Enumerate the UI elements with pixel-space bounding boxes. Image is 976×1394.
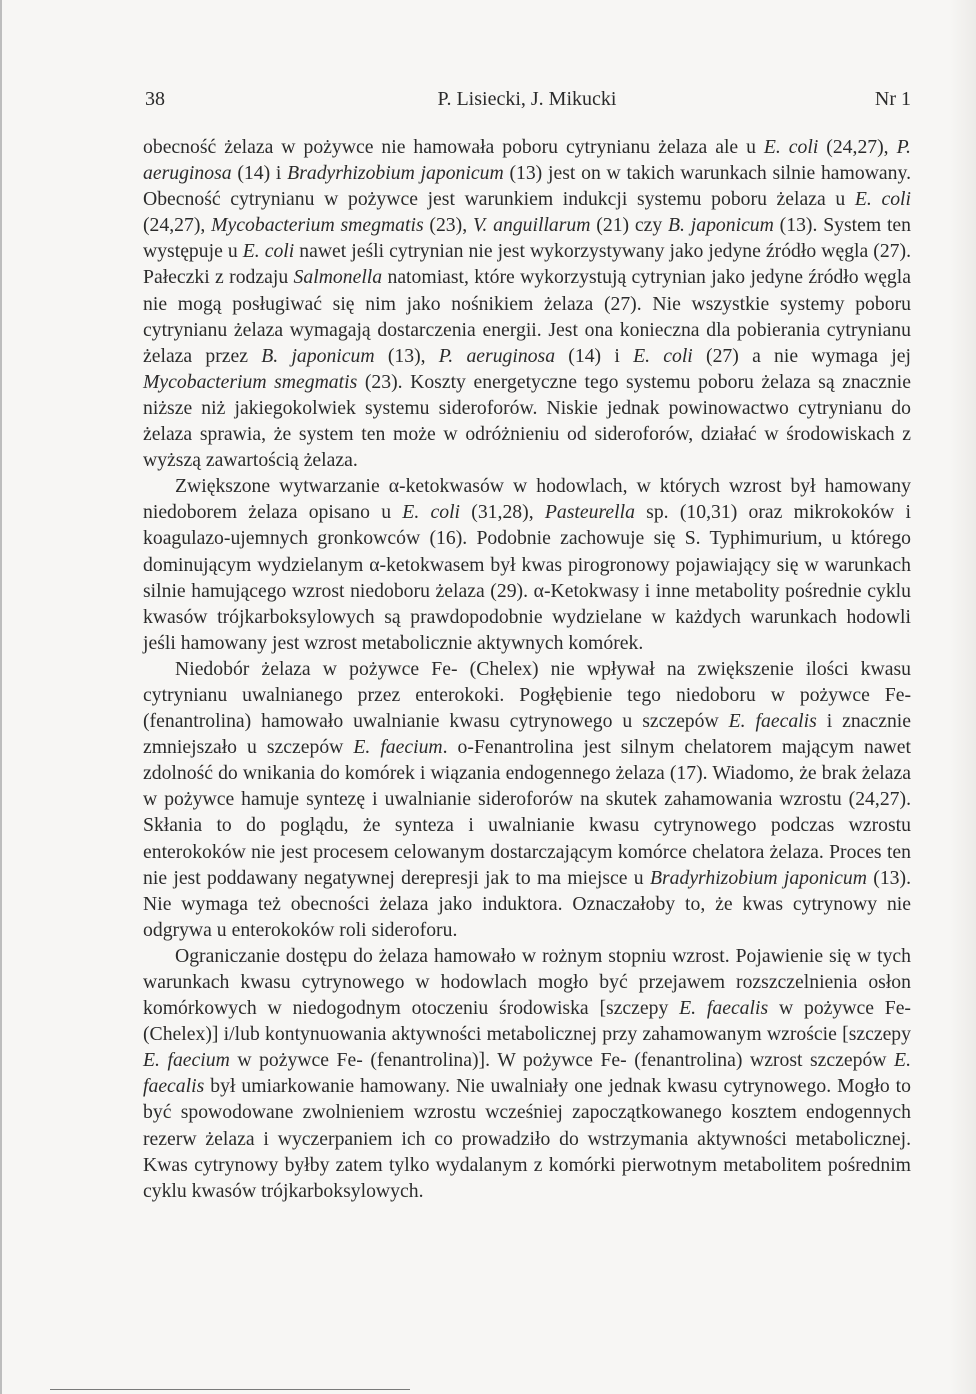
species-name: E. coli bbox=[854, 188, 911, 211]
text-run: (31,28), bbox=[460, 501, 545, 524]
text-run: w pożywce Fe- (Chelex)] i/lub kontynuowania aktywności metabolicznej przy zahamowanym wzroście [szczepy bbox=[143, 997, 911, 1046]
species-name: Bradyrhizobium japonicum bbox=[287, 162, 504, 185]
species-name: E. faecium bbox=[143, 1049, 230, 1072]
text-run: Ograniczanie dostępu do żelaza hamowało w rożnym stopniu wzrost. Pojawienie się w tych warunkach kwasu cytrynowego w hodowlach mogło być przejawem rozszczelnienia osłon komórkowych w niedogodnym otoczeniu środowiska [szczepy bbox=[143, 944, 911, 1020]
text-run: (13), bbox=[374, 344, 439, 367]
text-run: Zwiększone wytwarzanie α-ketokwasów w hodowlach, w których wzrost był hamowany niedoborem żelaza opisano u bbox=[143, 475, 911, 524]
text-run: (23), bbox=[423, 214, 473, 237]
text-run: (13) jest on w takich warunkach silnie hamowany. Obecność cytrynianu w pożywce jest warunkiem indukcji systemu poboru żelaza u bbox=[143, 162, 911, 211]
running-head bbox=[143, 88, 911, 114]
text-run: (13). System ten występuje u bbox=[143, 214, 912, 263]
species-name: E. faecalis bbox=[143, 1049, 911, 1098]
text-run: Niedobór żelaza w pożywce Fe- (Chelex) nie wpływał na zwiększenie ilości kwasu cytrynianu uwalnianego przez enterokoki. Pogłębienie tego niedoboru w pożywce Fe- (fenantrolina) hamowało uwalnianie kwasu cytrynowego u szczepów bbox=[143, 657, 911, 733]
species-name: Bradyrhizobium japonicum bbox=[649, 866, 867, 889]
species-name: Mycobacterium smegmatis bbox=[211, 214, 424, 237]
text-run: nawet jeśli cytrynian nie jest wykorzystywany jako jedyne źródło węgla (27). Pałeczki z rodzaju bbox=[143, 240, 911, 289]
text-run: (13). Nie wymaga też obecności żelaza jako induktora. Oznaczałoby to, że kwas cytrynowy nie odgrywa u enterokoków roli sideroforu. bbox=[143, 866, 911, 941]
species-name: E. coli bbox=[242, 240, 295, 263]
text-run: (21) czy bbox=[590, 214, 669, 237]
species-name: P. aeruginosa bbox=[143, 136, 911, 185]
bottom-rule bbox=[50, 1389, 410, 1390]
text-run: . o-Fenantrolina jest silnym chelatorem mającym nawet zdolność do wnikania do komórek i wiązania endogennego żelaza (17). Wiadomo, że brak żelaza w pożywce hamuje syntezę i uwalnianie sideroforów na skutek zahamowania wzrostu (24,27). Skłania to do poglądu, że synteza i uwalnianie kwasu cytrynowego podczas wzrostu enterokoków nie jest procesem celowanym dostarczającym komórce chelatora żelaza. Proces ten nie jest poddawany negatywnej derepresji jak to ma miejsce u bbox=[143, 736, 911, 889]
paragraph-3 bbox=[143, 656, 911, 943]
text-run: i znacznie zmniejszało u szczepów bbox=[143, 710, 911, 759]
paragraph-1 bbox=[143, 134, 911, 473]
species-name: Mycobacterium smegmatis bbox=[143, 370, 358, 393]
species-name: E. coli bbox=[402, 501, 461, 524]
species-name: E. faecalis bbox=[728, 710, 817, 733]
scan-left-edge bbox=[0, 0, 2, 1394]
species-name: V. anguillarum bbox=[472, 214, 591, 237]
text-run: natomiast, które wykorzystują cytrynian jako jedyne źródło węgla nie mogą posługiwać się nim jako nośnikiem żelaza (27). Nie wszystkie systemy poboru cytrynianu żelaza wymagają dostarczenia energii. Jest ona konieczna dla pobierania cytrynianu żelaza przez bbox=[143, 266, 911, 367]
paragraph-2 bbox=[143, 473, 911, 656]
journal-issue-number: Nr 1 bbox=[874, 88, 911, 110]
text-run: (14) i bbox=[555, 344, 634, 367]
running-head-authors: P. Lisiecki, J. Mikucki bbox=[437, 88, 617, 110]
text-run: był umiarkowanie hamowany. Nie uwalniały one jednak kwasu cytrynowego. Mogło to być spowodowane zwolnieniem wzrostu wcześniej zapoczątkowanego kosztem endogennych rezerw żelaza i wyczerpaniem ich co prowadziło do wstrzymania aktywności metabolicznej. Kwas cytrynowy byłby zatem tylko wydalanym z komórki pierwotnym metabolitem pośrednim cyklu kwasów trójkarboksylowych. bbox=[143, 1075, 911, 1202]
text-run: (24,27), bbox=[818, 136, 897, 158]
page-number: 38 bbox=[145, 88, 165, 110]
species-name: E. coli bbox=[633, 344, 693, 367]
text-run: w pożywce Fe- (fenantrolina)]. W pożywce Fe- (fenantrolina) wzrost szczepów bbox=[229, 1049, 895, 1072]
species-name: E. faecalis bbox=[679, 997, 769, 1020]
text-run: obecność żelaza w pożywce nie hamowała poboru cytrynianu żelaza ale u bbox=[143, 136, 764, 158]
text-run: (14) i bbox=[231, 162, 288, 185]
species-name: Pasteurella bbox=[544, 501, 635, 524]
species-name: B. japonicum bbox=[261, 344, 375, 367]
text-run: (24,27), bbox=[143, 214, 212, 237]
text-run: (27) a nie wymaga jej bbox=[692, 344, 911, 367]
species-name: Salmonella bbox=[293, 266, 383, 289]
scan-right-edge bbox=[950, 0, 976, 1394]
text-run: (23). Koszty energetyczne tego systemu poboru żelaza są znacznie niższe niż jakiegokolwiek systemu sideroforów. Niskie jednak powinowactwo cytrynianu do żelaza sprawia, że system ten może w odróżnieniu od sideroforów, działać w środowiskach z wyższą zawartością żelaza. bbox=[143, 370, 911, 472]
species-name: B. japonicum bbox=[668, 214, 774, 237]
species-name: E. coli bbox=[763, 136, 819, 158]
text-run: sp. (10,31) oraz mikrokoków i koagulazo-ujemnych gronkowców (16). Podobnie zachowuje się S. Typhimurium, u którego dominującym wydzielanym α-ketokwasem był kwas pirogronowy pojawiający się w warunkach silnie hamującego wzrost niedoboru żelaza (29). α-Ketokwasy i inne metabolity pośrednie cyklu kwasów trójkarboksylowych są prawdopodobnie wydzielane w każdych warunkach hodowli jeśli hamowany jest wzrost metabolicznie aktywnych komórek. bbox=[143, 501, 911, 654]
species-name: P. aeruginosa bbox=[438, 344, 556, 367]
species-name: E. faecium bbox=[353, 736, 443, 759]
body-text bbox=[143, 134, 911, 1204]
paragraph-4 bbox=[143, 943, 911, 1204]
